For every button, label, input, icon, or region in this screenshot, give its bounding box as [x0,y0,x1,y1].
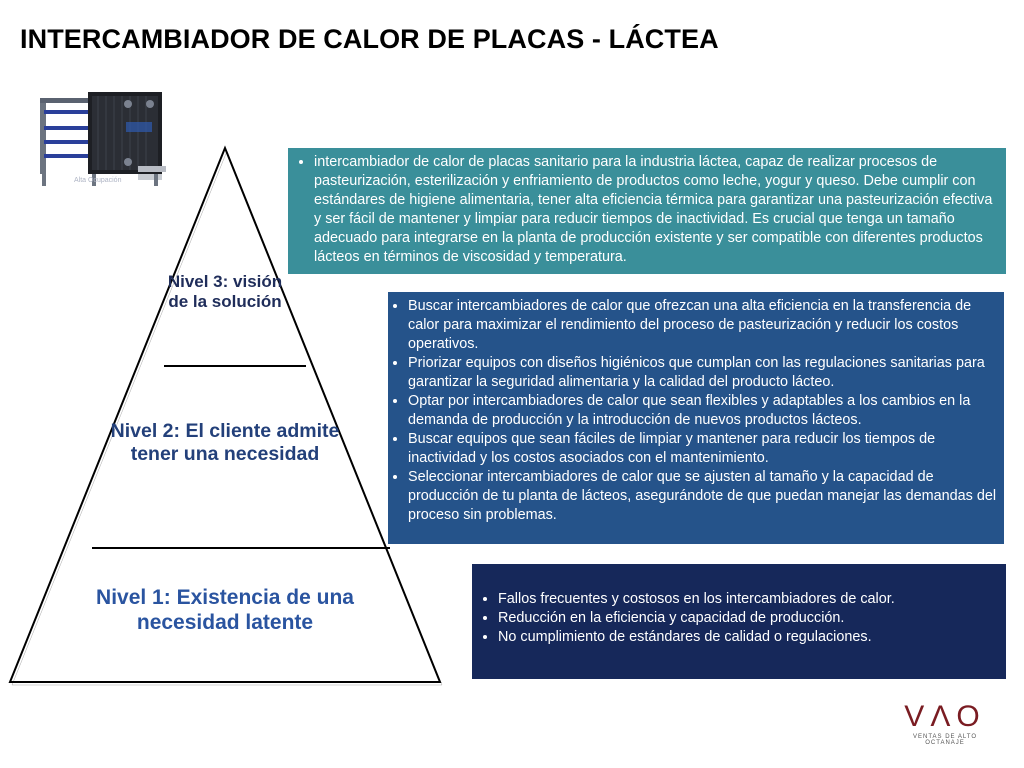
list-item: • Buscar equipos que sean fáciles de limpiar y mantener para reducir los tiempos de inactividad y los costos asociados con el mantenimiento. [408,430,998,468]
list-item: • Buscar intercambiadores de calor que ofrezcan una alta eficiencia en la transferencia de calor para maximizar el rendimiento del proceso de pasteurización y reducir los costos operativos. [408,297,998,354]
pyramid-level-3-label: Nivel 3: visión de la solución [167,272,283,312]
solution-vision-box [288,148,1006,274]
logo-tagline: VENTAS DE ALTO OCTANAJE [912,734,977,746]
slide-title: INTERCAMBIADOR DE CALOR DE PLACAS - LÁCTEA [20,24,719,54]
need-admitted-box [388,292,1004,544]
pyramid-level-1-label: Nivel 1: Existencia de una necesidad latente [96,586,354,635]
list-item: • Priorizar equipos con diseños higiénicos que cumplan con las regulaciones sanitarias para garantizar la seguridad alimentaria y la calidad del producto lácteo. [408,354,998,392]
svg-text:Alta Ocupación: Alta Ocupación [74,177,122,184]
latent-need-box [472,564,1006,679]
logo-letters [895,700,995,734]
list-item: • Optar por intercambiadores de calor que sean flexibles y adaptables a los cambios en la demanda de producción y la introducción de nuevos productos lácteos. [408,392,998,430]
pyramid-level-2-label: Nivel 2: El cliente admite tener una necesidad [110,420,340,466]
logo-letter-a: Λ [930,700,957,733]
list-item: • intercambiador de calor de placas sanitario para la industria láctea, capaz de realizar procesos de pasteurización, esterilización y enfriamiento de productos como leche, yogur y queso. Debe cumplir con estándares de higiene alimentaria, tener alta eficiencia térmica para garantizar una pasteurización efectiva y ser fácil de mantener y limpiar para reducir tiempos de inactividad. Es crucial que tenga un tamaño adecuado para integrarse en la planta de producción existente y ser compatible con diferentes productos lácteos en términos de viscosidad y temperatura. [314,153,998,267]
list-item: • No cumplimiento de estándares de calidad o regulaciones. [498,628,1000,647]
logo-letter-o: O [956,700,986,733]
list-item: • Seleccionar intercambiadores de calor que se ajusten al tamaño y la capacidad de producción de tu planta de lácteos, asegurándote de que puedan manejar las demandas del proceso sin problemas. [408,468,998,525]
logo-letter-v: V [904,700,931,733]
vao-logo [895,700,995,750]
list-item: • Reducción en la eficiencia y capacidad de producción. [498,609,1000,628]
list-item: • Fallos frecuentes y costosos en los intercambiadores de calor. [498,590,1000,609]
